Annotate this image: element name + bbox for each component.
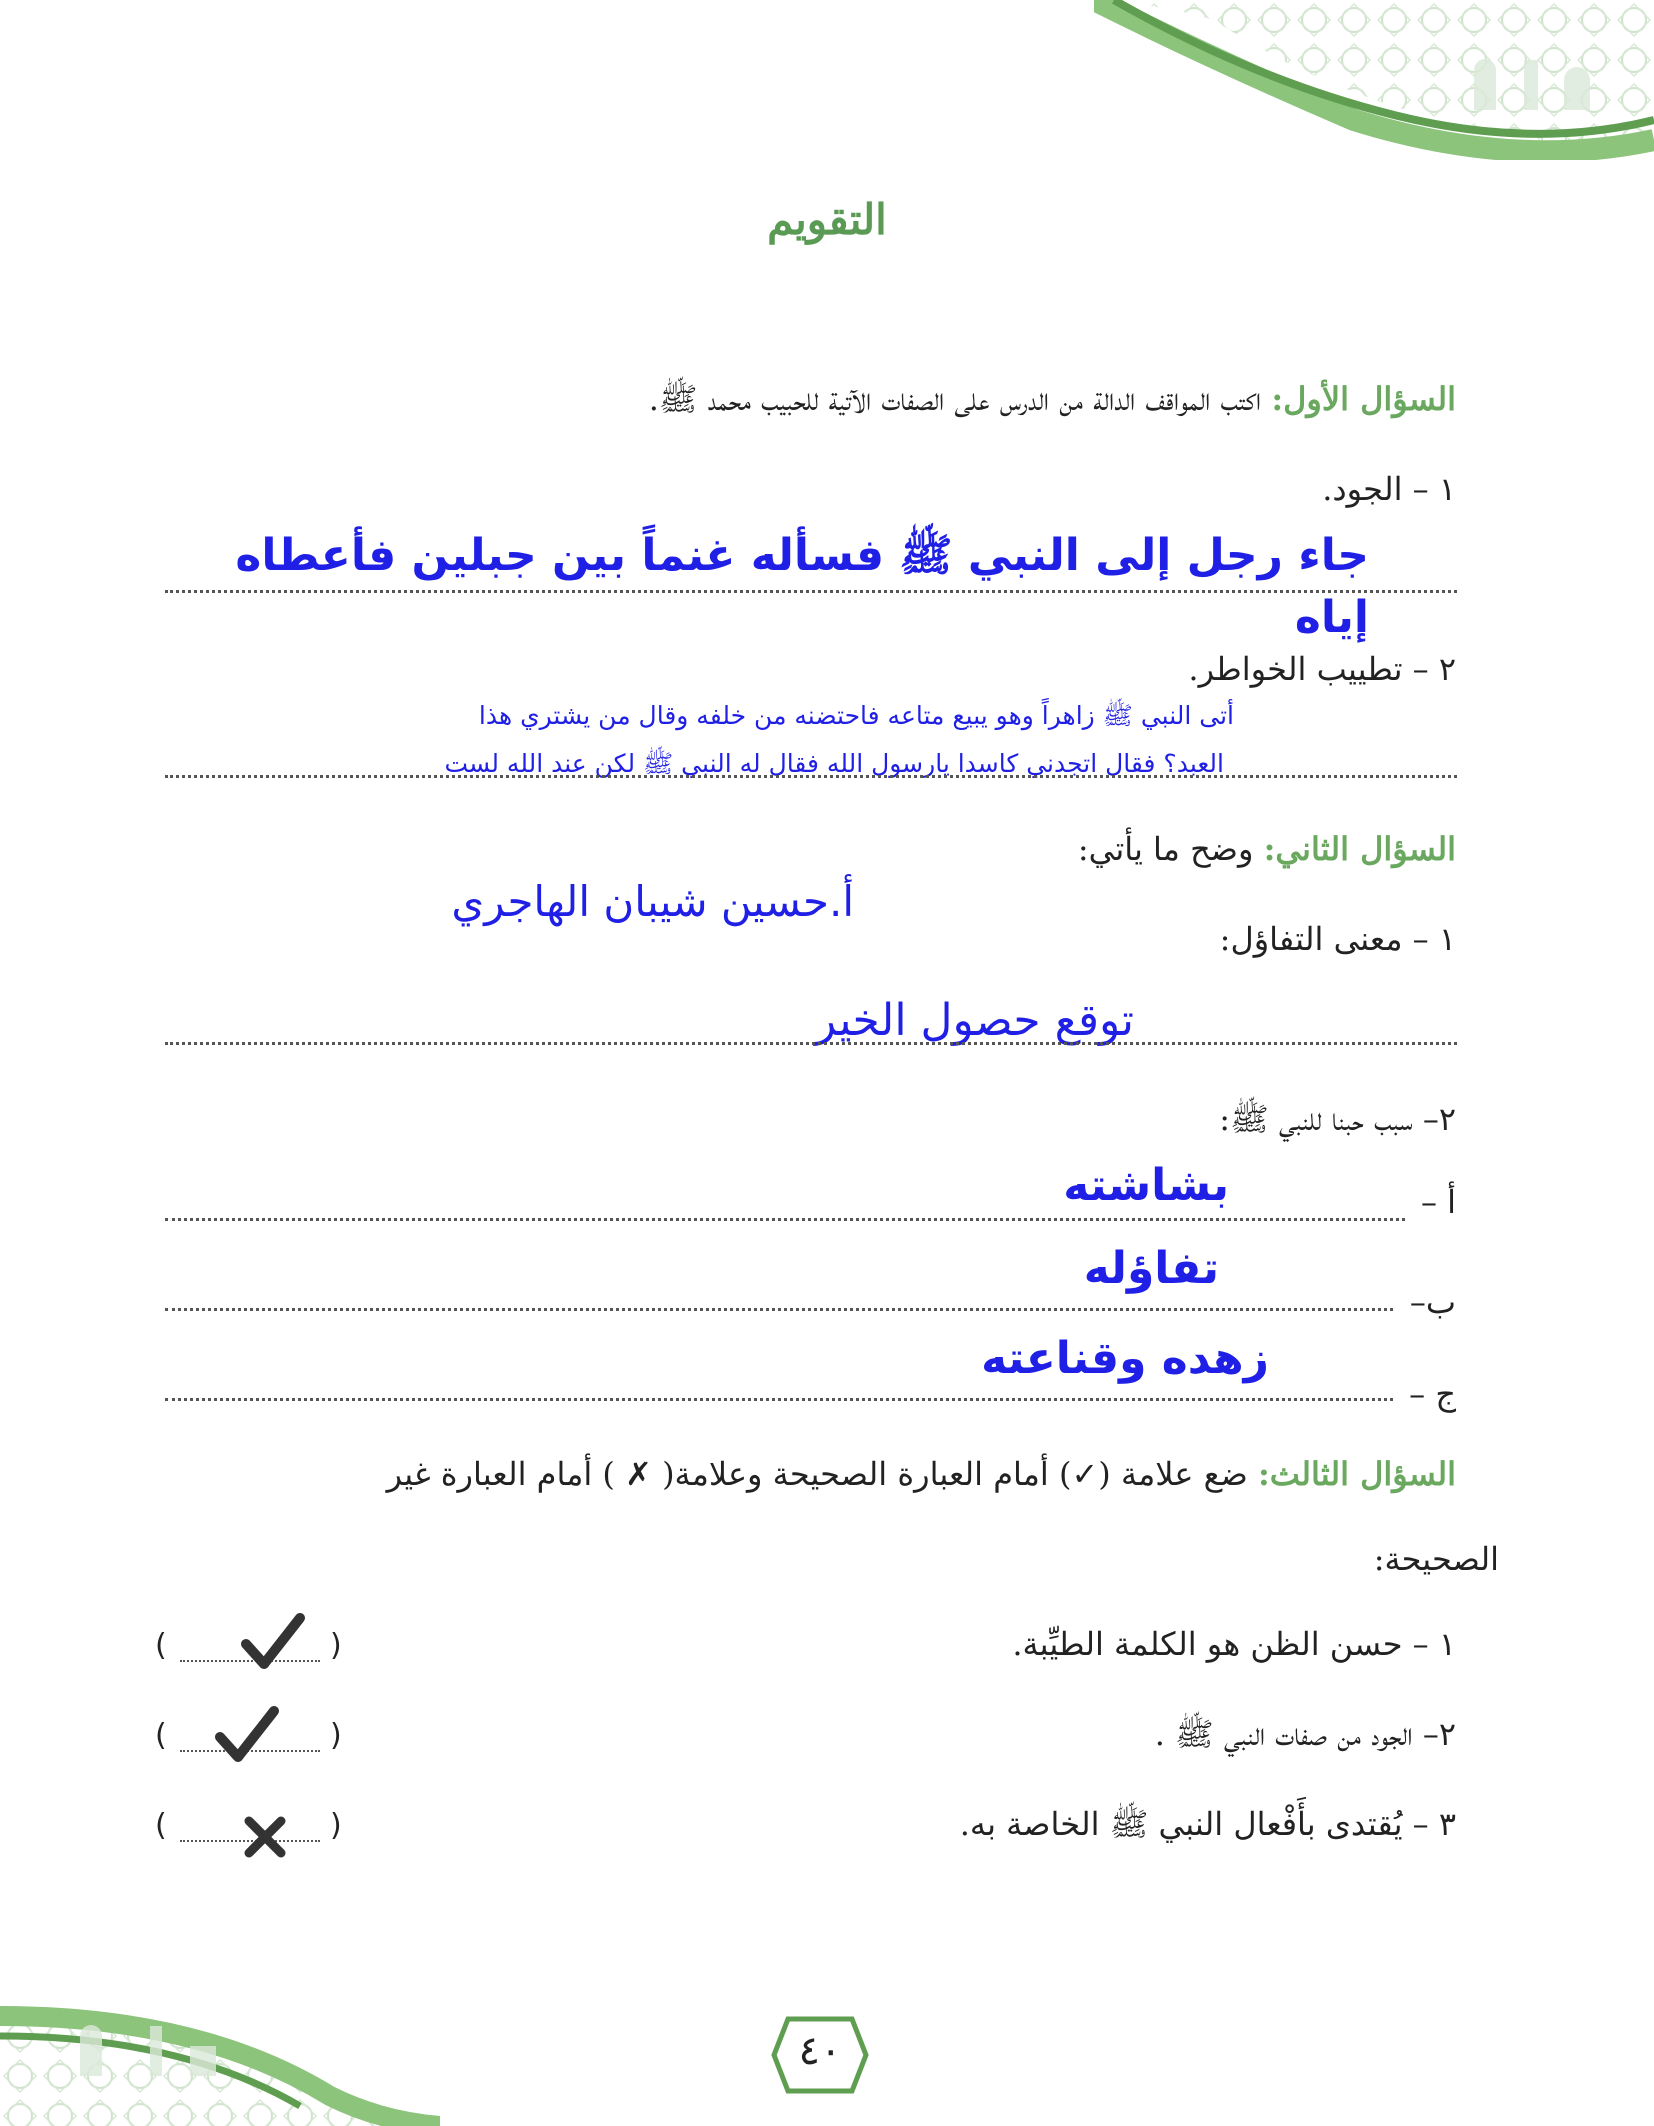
q2-item1-label: ١ – معنى التفاؤل: [1219,920,1456,958]
bottom-ornament [0,1976,440,2126]
paren-open: ( [155,1628,167,1663]
q2-item1-answer: توقع حصول الخير [814,995,1134,1046]
q3-statement-3: ٣ – يُقتدى بأَفْعال النبي ﷺ الخاصة به. [959,1805,1456,1843]
q1-item1-answer: جاء رجل إلى النبي ﷺ فسأله غنماً بين جبلين فأعطاه إياه [235,530,1369,643]
q2-sub-a-answer: بشاشته [1063,1160,1229,1211]
page-title: التقويم [767,195,887,244]
answer-line [165,1398,1393,1401]
q3-statement-1: ١ – حسن الظن هو الكلمة الطيِّبة. [1012,1625,1456,1663]
q2-sub-a-letter: أ – [1420,1183,1456,1221]
q1-label: السؤال الأول: [1271,380,1456,418]
q3-heading [136,1455,1456,1493]
q1-item2-label: ٢ – تطييب الخواطر. [1188,650,1456,688]
top-ornament [1094,0,1654,160]
q2-item2-label: ٢– سبب حبنا للنبي ﷺ: [1219,1100,1456,1138]
answer-line [165,775,1457,778]
q2-text: وضح ما يأتي: [1077,830,1254,868]
paren-open: ( [155,1808,167,1843]
check-mark-icon [238,1612,308,1672]
q2-sub-c-answer: زهده وقناعته [981,1333,1269,1384]
q3-text-line2: الصحيحة: [1373,1540,1499,1578]
answer-line [165,1308,1393,1311]
q1-item2-answer-line2: العبد؟ فقال اتجدني كاسدا يارسول الله فقال له النبي ﷺ لكن عند الله لست [444,749,1224,778]
q3-text-line1: ضع علامة (✓) أمام العبارة الصحيحة وعلامة( ✗ ) أمام العبارة غير [386,1455,1248,1493]
q2-sub-b-answer: تفاؤله [1083,1243,1219,1294]
q1-heading [156,380,1456,426]
paren-open: ( [155,1718,167,1753]
answer-line [165,590,1457,593]
q3-label: السؤال الثالث: [1257,1455,1456,1493]
signature: أ.حسين شيبان الهاجري [451,877,854,926]
q2-heading [756,830,1456,868]
q1-item1-label: ١ – الجود. [1322,470,1456,508]
answer-line [165,1218,1405,1221]
q2-sub-c-letter: ج – [1409,1375,1456,1413]
q3-statement-2: ٢– الجود من صفات النبي ﷺ . [1154,1715,1456,1753]
paren-close: ) [330,1808,342,1843]
page-number: ٤٠ [798,2028,842,2074]
cross-mark-icon [243,1815,287,1859]
q1-text: اكتب المواقف الدالة من الدرس على الصفات الآتية للحبيب محمد ﷺ. [648,380,1262,418]
check-mark-icon [212,1705,282,1765]
q2-sub-b-letter: ب– [1409,1283,1456,1321]
answer-line [165,1042,1457,1045]
q2-label: السؤال الثاني: [1263,830,1456,868]
paren-close: ) [330,1628,342,1663]
q1-item2-answer-line1: أتى النبي ﷺ زاهراً وهو يبيع متاعه فاحتضنه من خلفه وقال من يشتري هذا [478,701,1234,730]
paren-close: ) [330,1718,342,1753]
